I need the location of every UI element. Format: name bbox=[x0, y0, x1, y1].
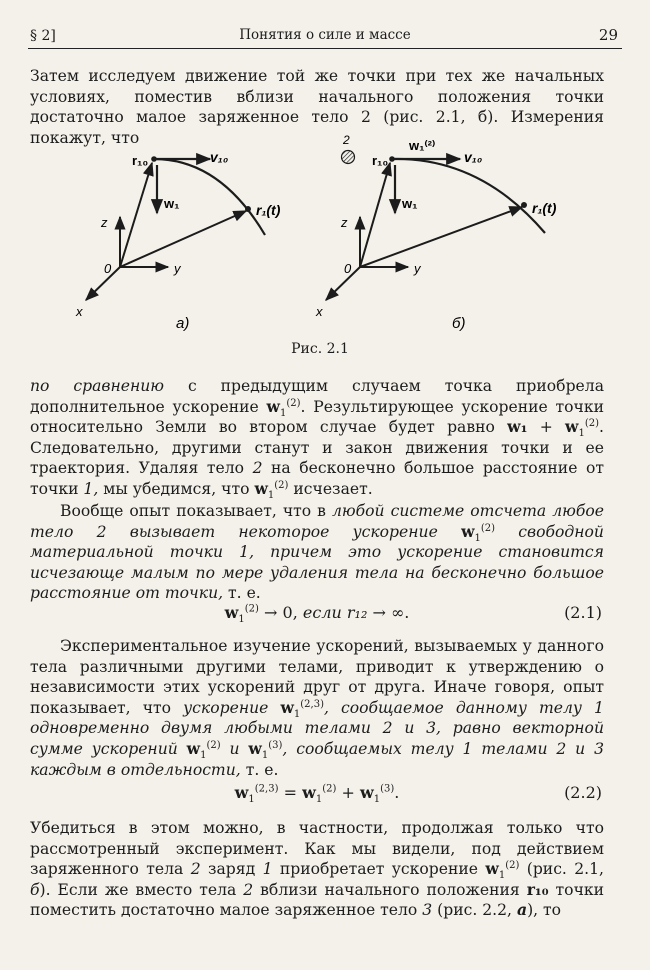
eq2-sub-b: 1 bbox=[315, 794, 323, 806]
p5-two-a: 2 bbox=[190, 860, 201, 879]
p5-text-f: вблизи начального положения bbox=[253, 880, 527, 899]
p5-text-g: точки поместить достаточно малое заряженное тело bbox=[30, 880, 605, 920]
p4-w-b: w bbox=[186, 738, 201, 758]
p5-one: 1 bbox=[262, 860, 273, 879]
p2-text-4: на бесконечно большое расстояние от точки bbox=[30, 459, 604, 498]
p4-text-e: т. е. bbox=[240, 760, 279, 779]
p3-sup: (2) bbox=[480, 522, 496, 534]
equation-2-2 bbox=[30, 783, 604, 807]
p4-sup-b: (2) bbox=[206, 739, 221, 751]
p2-one: 1, bbox=[83, 479, 99, 498]
figure-2-1 bbox=[60, 135, 580, 364]
p3-sub: 1 bbox=[474, 532, 481, 544]
p3-italic-c: свободной материальной точки 1, причем это ускорение становится исчезающе малым по мере удаления тела на бесконечно большое расстояние от точки, bbox=[30, 522, 604, 603]
p2-w-a: w bbox=[266, 396, 280, 416]
p5-text-e: ). Если же вместо тела bbox=[39, 880, 244, 899]
p5-b-italic: б bbox=[30, 880, 40, 899]
p5-r10: r₁₀ bbox=[526, 879, 549, 899]
p3-italic-b: любой системе отсчета любое тело 2 вызывает некоторое ускорение bbox=[30, 502, 605, 541]
p3-w: w bbox=[461, 521, 475, 541]
p4-italic-d: , сообщаемых телу 1 телами 2 и 3 каждым в отдельности, bbox=[30, 739, 605, 779]
label-panel-b: б) bbox=[452, 315, 466, 332]
eq1-sup: (2) bbox=[244, 603, 259, 615]
p2-sub-b: 1 bbox=[578, 428, 585, 440]
p2-sub-c: 1 bbox=[267, 490, 275, 502]
point-r1t bbox=[245, 206, 251, 212]
panel-b bbox=[315, 135, 557, 332]
label-r1t: r₁(t) bbox=[256, 202, 281, 218]
eq1-r12: r₁₂ bbox=[341, 603, 368, 622]
p2-sub-a: 1 bbox=[279, 407, 287, 419]
p4-sub-b: 1 bbox=[200, 750, 207, 762]
section-mark: § 2] bbox=[30, 28, 56, 44]
paragraph-3 bbox=[30, 501, 604, 604]
p5-three: 3 bbox=[422, 901, 433, 920]
point-r1t-b bbox=[521, 202, 527, 208]
label-r10-b: r₁₀ bbox=[372, 153, 389, 168]
page-number: 29 bbox=[598, 26, 618, 44]
p2-two: 2 bbox=[252, 459, 263, 478]
label-origin-b: 0 bbox=[344, 261, 352, 276]
eq2-eq: = bbox=[278, 783, 303, 802]
p4-text-a: Экспериментальное изучение ускорений, вызываемых у данного тела различными другими телами, приводит к утверждению о независимости этих ускорений друг от друга. Иначе говоря, опыт показывает, что bbox=[30, 637, 604, 717]
label-x-b: x bbox=[316, 304, 323, 319]
eq2-sup-b: (2) bbox=[322, 783, 337, 795]
eq1-arrow: → 0, bbox=[258, 603, 303, 622]
r10-vector-b bbox=[360, 163, 390, 267]
label-y: y bbox=[174, 261, 181, 276]
p2-w-c: w bbox=[254, 478, 268, 498]
label-w1: w₁ bbox=[164, 196, 180, 211]
p4-sub-c: 1 bbox=[261, 750, 269, 762]
p2-sup-c: (2) bbox=[274, 479, 289, 491]
p5-text-c: приобретает ускорение bbox=[272, 860, 486, 879]
p2-text-3: . Следовательно, другими станут и закон движения точки и ее траектория. Удаляя тело bbox=[30, 418, 604, 478]
point-r10-b bbox=[389, 156, 395, 162]
eq2-sub-c: 1 bbox=[373, 794, 381, 806]
label-r1t-b: r₁(t) bbox=[532, 200, 557, 216]
p2-sup-a: (2) bbox=[286, 397, 301, 409]
label-w1-b: w₁ bbox=[402, 196, 418, 211]
p2-text-2: . Результирующее ускорение точки относительно Земли во втором случае будет равно bbox=[30, 397, 604, 437]
label-w12-b: w₁⁽²⁾ bbox=[409, 138, 436, 153]
eq1-sub: 1 bbox=[238, 614, 245, 626]
eq2-w-b: w bbox=[302, 783, 316, 802]
x-axis bbox=[86, 267, 120, 300]
p2-italic: по сравнению bbox=[30, 377, 165, 395]
p4-sub-a: 1 bbox=[293, 708, 301, 720]
eq2-w-c: w bbox=[359, 783, 374, 802]
page-header bbox=[28, 22, 622, 49]
label-origin: 0 bbox=[104, 261, 112, 276]
eq2-number: (2.2) bbox=[564, 783, 602, 802]
paragraph-1: Затем исследуем движение той же точки при тех же начальных условиях, поместив вблизи начального положения точки достаточно малое заряженное тело 2 (рис. 2.1, б). Измерения покажут, что bbox=[30, 67, 604, 147]
eq1-if: если bbox=[302, 603, 342, 622]
x-axis-b bbox=[326, 267, 360, 300]
p5-sup: (2) bbox=[505, 860, 520, 871]
p5-sub: 1 bbox=[498, 870, 506, 882]
figure-diagram bbox=[60, 135, 580, 360]
label-v10: v₁₀ bbox=[210, 149, 229, 165]
label-v10-b: v₁₀ bbox=[464, 149, 483, 165]
label-z-b: z bbox=[341, 215, 348, 230]
p2-w-b: w bbox=[565, 417, 579, 437]
eq2-sup-c: (3) bbox=[380, 783, 395, 795]
running-title: Понятия о силе и массе bbox=[239, 27, 411, 43]
eq1-w: w bbox=[224, 603, 239, 622]
paragraph-4 bbox=[30, 636, 604, 780]
eq1-body bbox=[30, 603, 604, 626]
label-z: z bbox=[101, 215, 108, 230]
eq2-body bbox=[30, 783, 604, 806]
p4-sup-a: (2,3) bbox=[300, 698, 324, 710]
p5-text-h: (рис. 2.2, bbox=[432, 901, 517, 920]
paragraph-5 bbox=[30, 818, 604, 921]
p2-text-1: с предыдущим случаем точка приобрела дополнительное ускорение bbox=[30, 377, 604, 416]
p4-and: и bbox=[220, 739, 249, 758]
point-r10 bbox=[151, 156, 157, 162]
figure-caption: Рис. 2.1 bbox=[291, 341, 349, 357]
p5-two-b: 2 bbox=[243, 880, 254, 899]
p5-text-b: заряд bbox=[200, 860, 263, 879]
label-panel-a: а) bbox=[176, 315, 190, 332]
paragraph-2 bbox=[30, 376, 604, 500]
panel-a bbox=[75, 149, 281, 332]
p4-sup-c: (3) bbox=[268, 739, 283, 751]
eq2-plus: + bbox=[336, 783, 360, 802]
eq1-tail: → ∞. bbox=[367, 603, 410, 622]
r1t-vector bbox=[120, 211, 246, 267]
eq2-sup-a: (2,3) bbox=[254, 783, 279, 795]
p3-text-a: Вообще опыт показывает, что в bbox=[60, 502, 332, 520]
label-body-2: 2 bbox=[343, 135, 350, 147]
p2-text-6: исчезает. bbox=[288, 479, 373, 498]
p4-italic-b: ускорение bbox=[183, 698, 269, 717]
p5-w: w bbox=[485, 859, 499, 879]
p5-text-d: (рис. 2.1, bbox=[519, 860, 604, 879]
label-r10: r₁₀ bbox=[132, 153, 149, 168]
p2-plus: + bbox=[527, 418, 566, 437]
p5-text-i: ), то bbox=[527, 901, 562, 920]
p4-italic-c: , сообщаемое данному телу 1 одновременно двумя любыми телами 2 и 3, равно векторной сумме ускорений bbox=[30, 698, 604, 758]
r10-vector bbox=[120, 163, 152, 267]
label-y-b: y bbox=[414, 261, 421, 276]
p5-a-italic: а bbox=[516, 900, 528, 920]
p2-text-5: мы убедимся, что bbox=[98, 479, 255, 498]
p2-sup-b: (2) bbox=[584, 418, 600, 429]
eq2-dot: . bbox=[394, 783, 400, 802]
label-x: x bbox=[76, 304, 83, 319]
r1t-vector-b bbox=[360, 207, 522, 267]
equation-2-1 bbox=[30, 603, 604, 627]
eq2-w-a: w bbox=[234, 783, 249, 802]
p4-w-c: w bbox=[248, 738, 262, 758]
eq1-number: (2.1) bbox=[564, 603, 602, 622]
p4-w-a: w bbox=[280, 697, 294, 717]
eq2-sub-a: 1 bbox=[248, 794, 255, 806]
p3-text-d: т. е. bbox=[223, 584, 261, 603]
p5-text-a: Убедиться в этом можно, в частности, продолжая только что рассмотренный эксперимент. Как мы видели, под действием заряженного тела bbox=[30, 819, 604, 879]
p2-w1: w₁ bbox=[507, 417, 528, 437]
charged-body-2 bbox=[342, 151, 355, 164]
